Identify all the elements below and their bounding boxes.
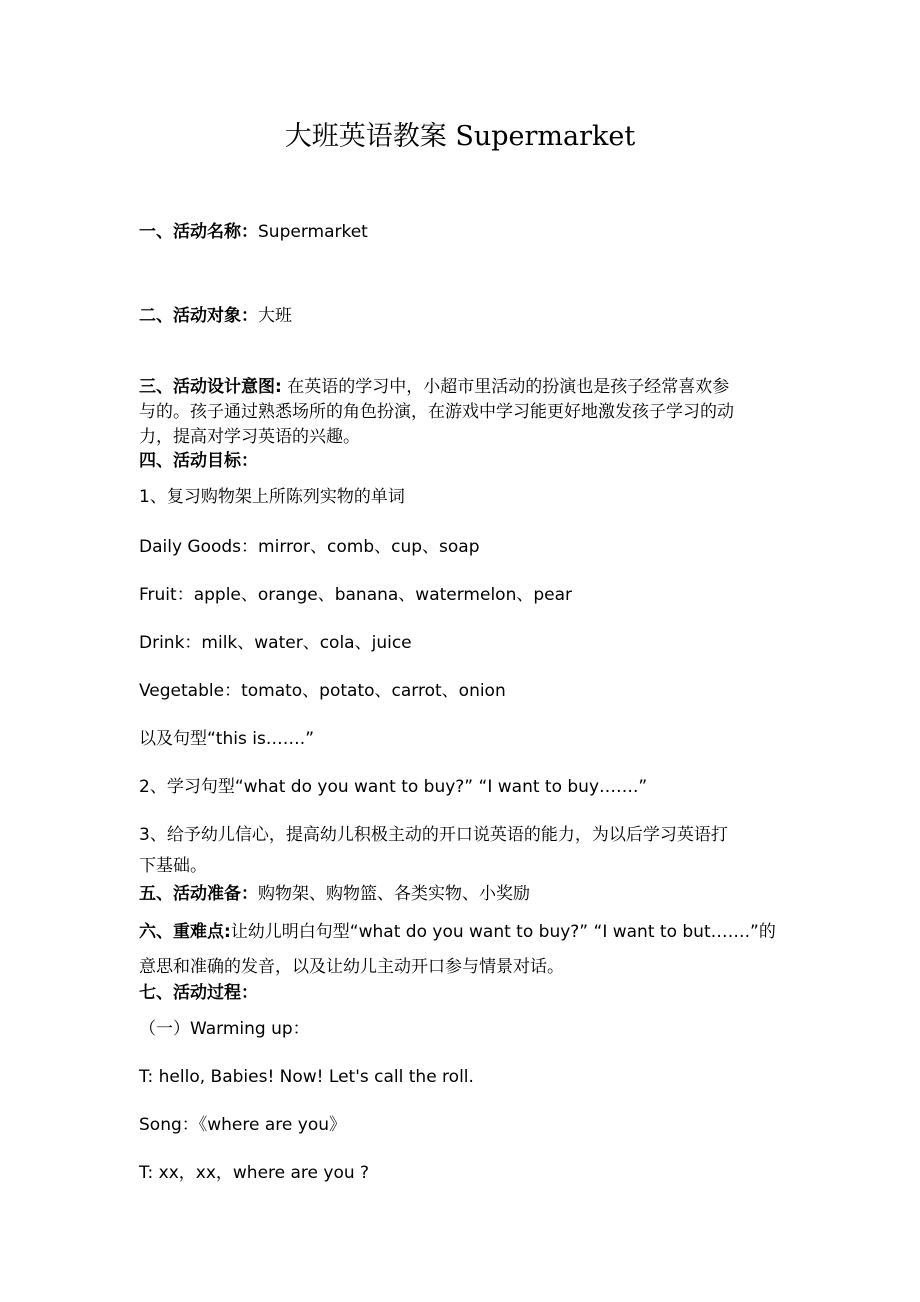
process-item: （一）Warming up： [139, 1019, 310, 1039]
section-text: 购物架、购物篮、各类实物、小奖励 [258, 884, 530, 904]
paragraph-line: 力，提高对学习英语的兴趣。 [139, 427, 360, 447]
process-item: T: hello, Babies! Now! Let's call the roll. [139, 1067, 474, 1087]
section-label: 五、活动准备： [139, 884, 258, 904]
goal-item: Drink：milk、water、cola、juice [139, 633, 412, 653]
section-activity-name [139, 220, 368, 244]
goal-item: Vegetable：tomato、potato、carrot、onion [139, 681, 506, 701]
section-label: 二、活动对象： [139, 306, 258, 326]
section-design-intent [139, 375, 729, 399]
section-label: 六、重难点: [139, 922, 231, 942]
goal-item: 以及句型“this is…….” [139, 729, 315, 749]
paragraph-line: 与的。孩子通过熟悉场所的角色扮演，在游戏中学习能更好地激发孩子学习的动 [139, 402, 734, 422]
section-key-points [139, 920, 776, 944]
paragraph-line: 意思和准确的发音，以及让幼儿主动开口参与情景对话。 [139, 957, 564, 977]
goal-item: Fruit：apple、orange、banana、watermelon、pear [139, 585, 573, 605]
section-text: 大班 [258, 306, 292, 326]
goal-item: 3、给予幼儿信心，提高幼儿积极主动的开口说英语的能力，为以后学习英语打 [139, 825, 728, 845]
goal-item: 2、学习句型“what do you want to buy?” “I want to buy…….” [139, 777, 648, 797]
process-item: T: xx，xx，where are you ? [139, 1163, 370, 1183]
section-target-group [139, 304, 292, 328]
goal-item: Daily Goods：mirror、comb、cup、soap [139, 537, 480, 557]
section-label: 三、活动设计意图: [139, 377, 282, 397]
section-goals-heading: 四、活动目标： [139, 451, 258, 471]
section-text: 在英语的学习中，小超市里活动的扮演也是孩子经常喜欢参 [287, 377, 730, 397]
section-label: 一、活动名称： [139, 222, 258, 242]
section-text: 让幼儿明白句型“what do you want to buy?” “I want to but…….”的 [230, 922, 776, 942]
goal-item: 1、复习购物架上所陈列实物的单词 [139, 487, 405, 507]
section-text: Supermarket [258, 222, 368, 242]
goal-item: 下基础。 [139, 856, 207, 876]
section-process-heading: 七、活动过程： [139, 983, 258, 1003]
section-preparation [139, 882, 530, 906]
process-item: Song：《where are you》 [139, 1115, 347, 1135]
document-title: 大班英语教案 Supermarket [284, 121, 636, 152]
